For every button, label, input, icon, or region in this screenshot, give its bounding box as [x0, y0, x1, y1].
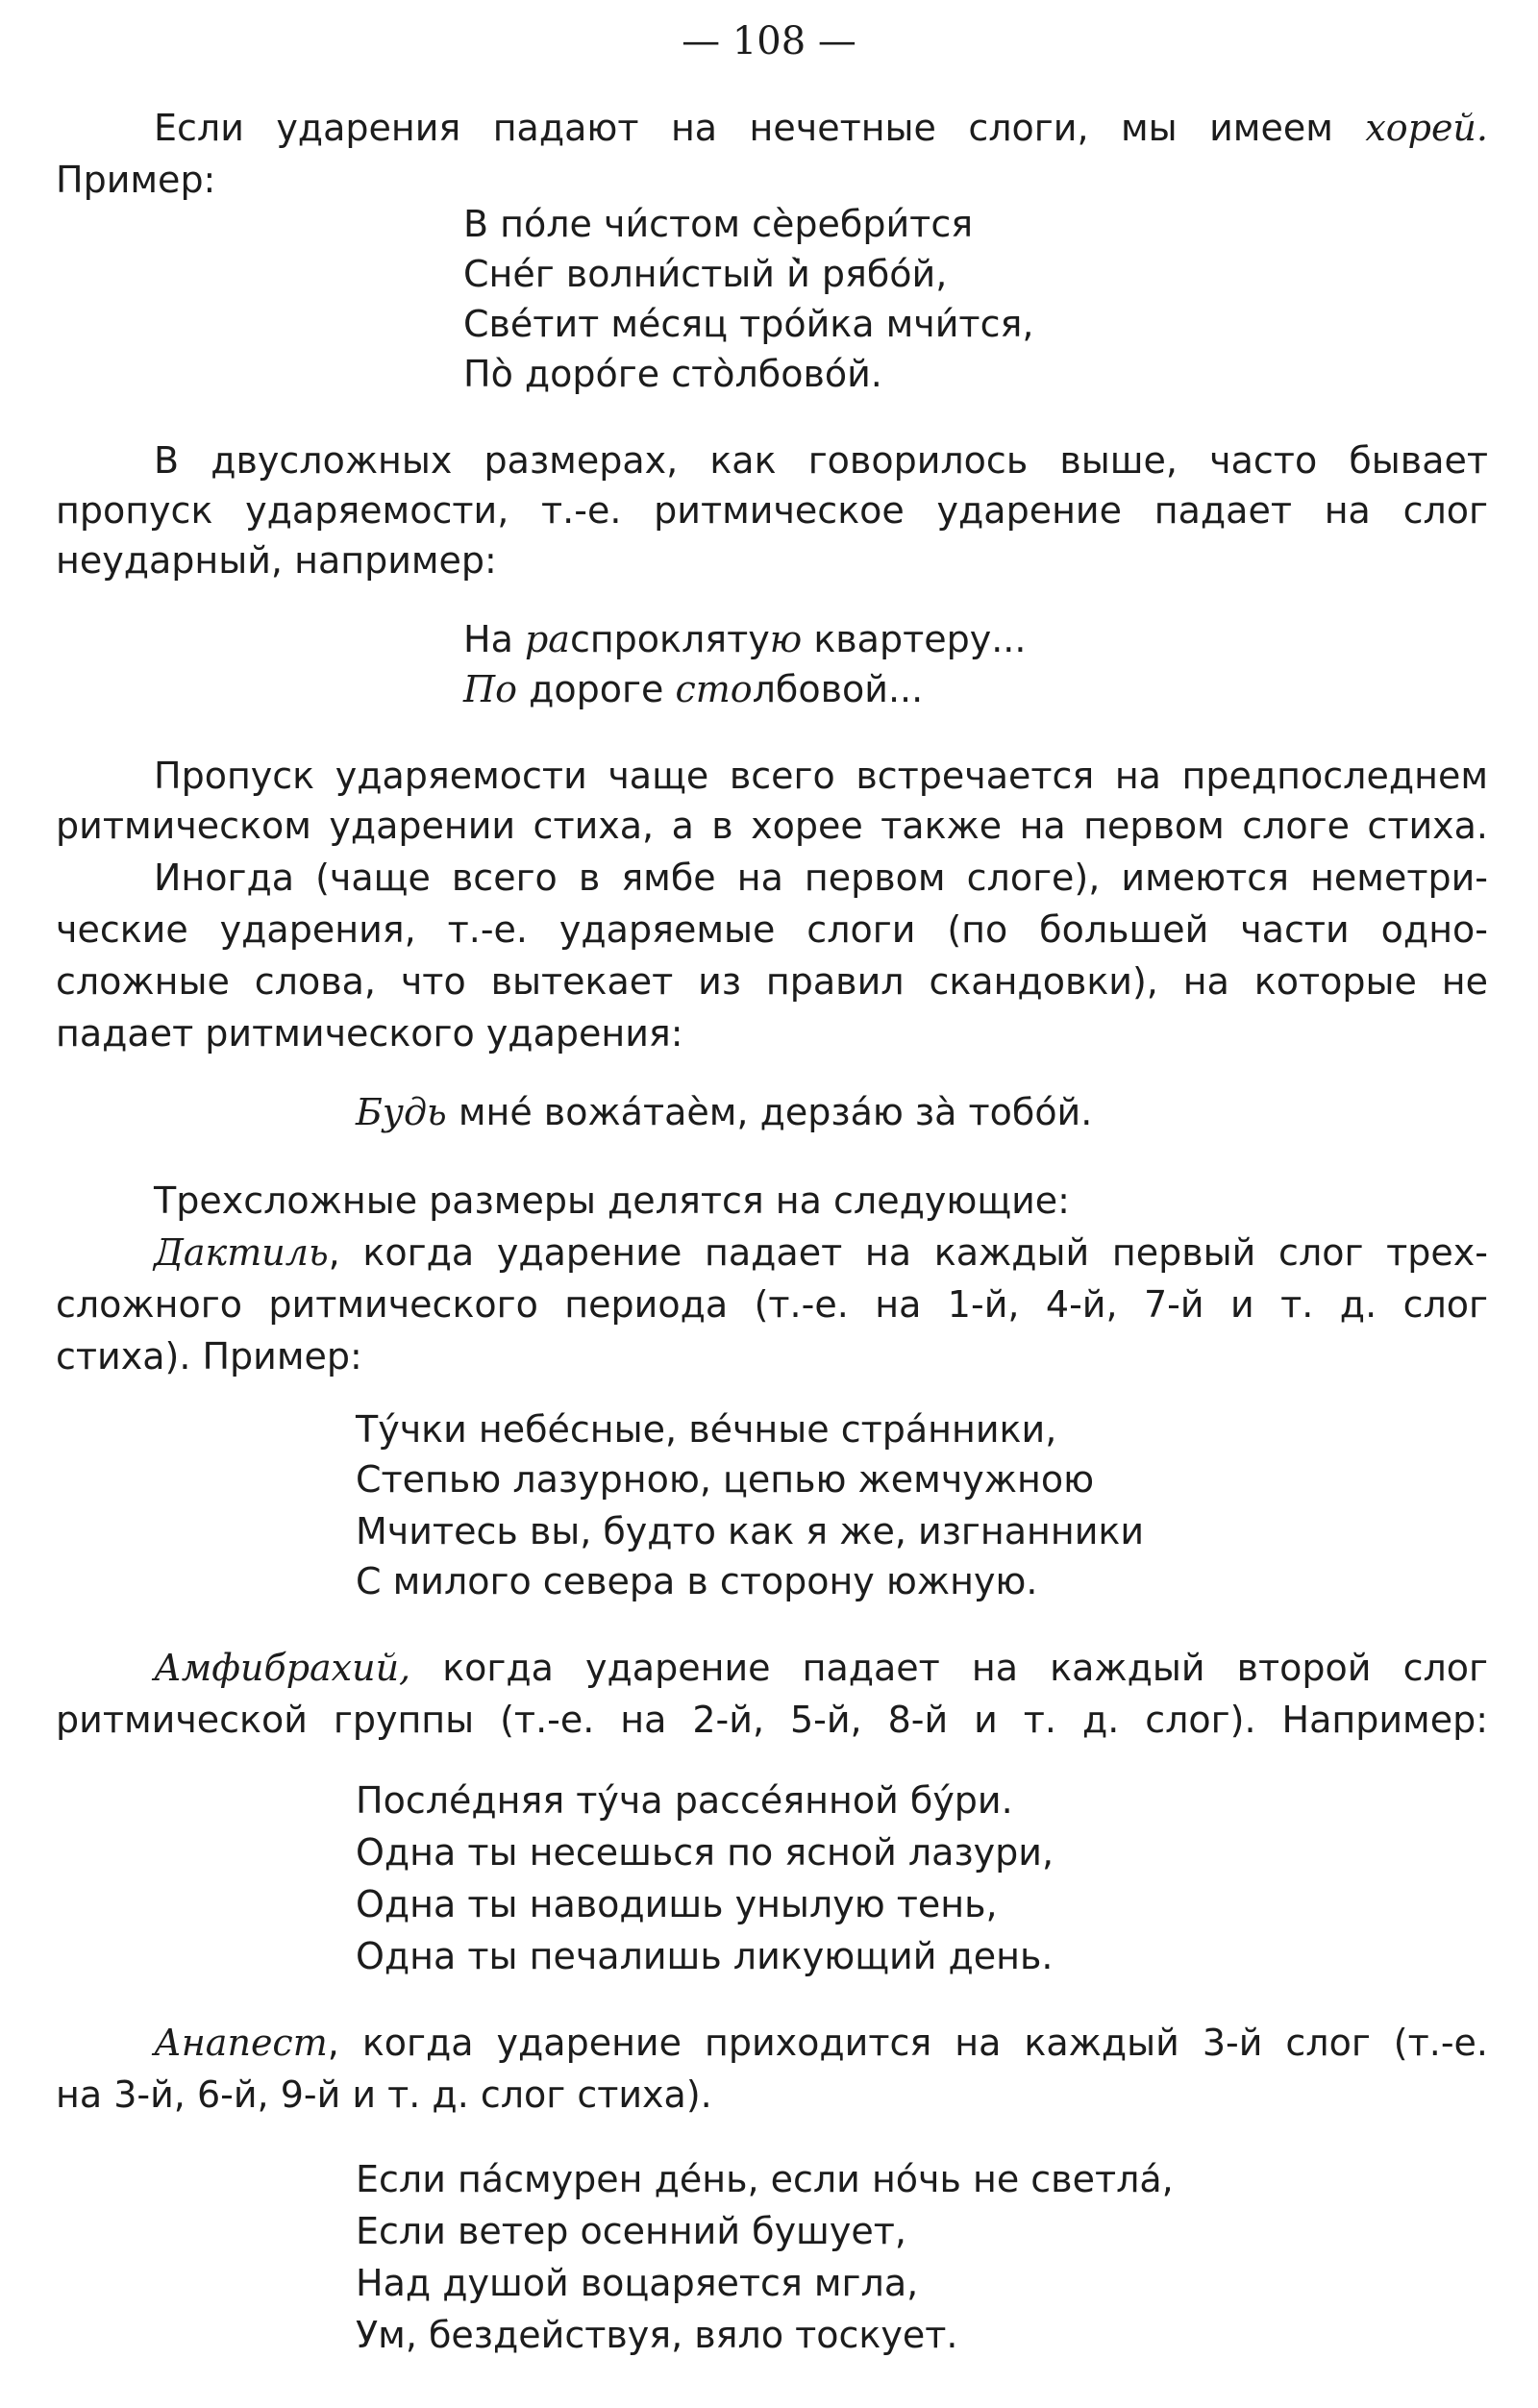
paragraph-line: Если ударения падают на нечетные слоги, мы имеем хорей. [154, 107, 1488, 149]
example-line: На распроклятую квартеру... [463, 618, 1027, 660]
page-number: — 108 — [682, 19, 856, 63]
verse-line: Над душой воцаряется мгла, [356, 2262, 919, 2304]
verse-line: Степью лазурною, цепью жемчужною [356, 1458, 1095, 1501]
paragraph-line: сложные слова, что вытекает из правил скандовки), на которые не [56, 960, 1488, 1003]
verse-line: По̀ доро́ге сто̀лбово́й. [463, 353, 882, 395]
paragraph-line: Трехсложные размеры делятся на следующие: [154, 1179, 1070, 1222]
verse-line: Сне́г волни́стый и̇̀ рябо́й, [463, 253, 948, 295]
verse-line: С милого севера в сторону южную. [356, 1560, 1038, 1602]
verse-line: Одна ты наводишь унылую тень, [356, 1883, 998, 1925]
paragraph-line: ческие ударения, т.-е. ударяемые слоги (по большей части одно- [56, 908, 1488, 951]
example-line: Будь мне́ вожа́таѐм, дерза́ю за̀ тобо́й. [356, 1091, 1093, 1133]
paragraph-line: падает ритмического ударения: [56, 1012, 683, 1055]
verse-line: Если па́смурен де́нь, если но́чь не светла́, [356, 2158, 1174, 2200]
paragraph-line: ритмической группы (т.-е. на 2-й, 5-й, 8-й и т. д. слог). Например: [56, 1699, 1488, 1741]
verse-line: Ту́чки небе́сные, ве́чные стра́нники, [356, 1408, 1057, 1451]
paragraph-line: Анапест, когда ударение приходится на каждый 3-й слог (т.-е. [154, 2022, 1488, 2064]
paragraph-line: на 3-й, 6-й, 9-й и т. д. слог стиха). [56, 2073, 712, 2116]
paragraph-line: пропуск ударяемости, т.-е. ритмическое ударение падает на слог [56, 489, 1488, 532]
paragraph-line: Пример: [56, 159, 216, 201]
verse-line: Одна ты несешься по ясной лазури, [356, 1831, 1054, 1874]
verse-line: Если ветер осенний бушует, [356, 2210, 906, 2252]
verse-line: Ум, бездействуя, вяло тоскует. [356, 2314, 958, 2356]
paragraph-line: стиха). Пример: [56, 1335, 362, 1378]
paragraph-line: Пропуск ударяемости чаще всего встречается на предпоследнем [154, 755, 1488, 797]
paragraph-line: неударный, например: [56, 539, 497, 582]
paragraph-line: В двусложных размерах, как говорилось выше, часто бывает [154, 439, 1488, 482]
paragraph-line: сложного ритмического периода (т.-е. на 1-й, 4-й, 7-й и т. д. слог [56, 1283, 1488, 1326]
paragraph-line: ритмическом ударении стиха, а в хорее также на первом слоге стиха. [56, 805, 1488, 847]
paragraph-line: Амфибрахий, когда ударение падает на каждый второй слог [154, 1647, 1488, 1689]
paragraph-line: Иногда (чаще всего в ямбе на первом слоге), имеются неметри- [154, 856, 1488, 899]
verse-line: Одна ты печалишь ликующий день. [356, 1935, 1054, 1977]
verse-line: Све́тит ме́сяц тро́йка мчи́тся, [463, 303, 1034, 345]
verse-line: В по́ле чи́стом сѐребри́тся [463, 203, 974, 245]
verse-line: Мчитесь вы, будто как я же, изгнанники [356, 1510, 1145, 1552]
paragraph-line: Дактиль, когда ударение падает на каждый первый слог трех- [154, 1231, 1488, 1274]
verse-line: После́дняя ту́ча рассе́янной бу́ри. [356, 1779, 1013, 1822]
example-line: По дороге столбовой... [463, 668, 924, 710]
